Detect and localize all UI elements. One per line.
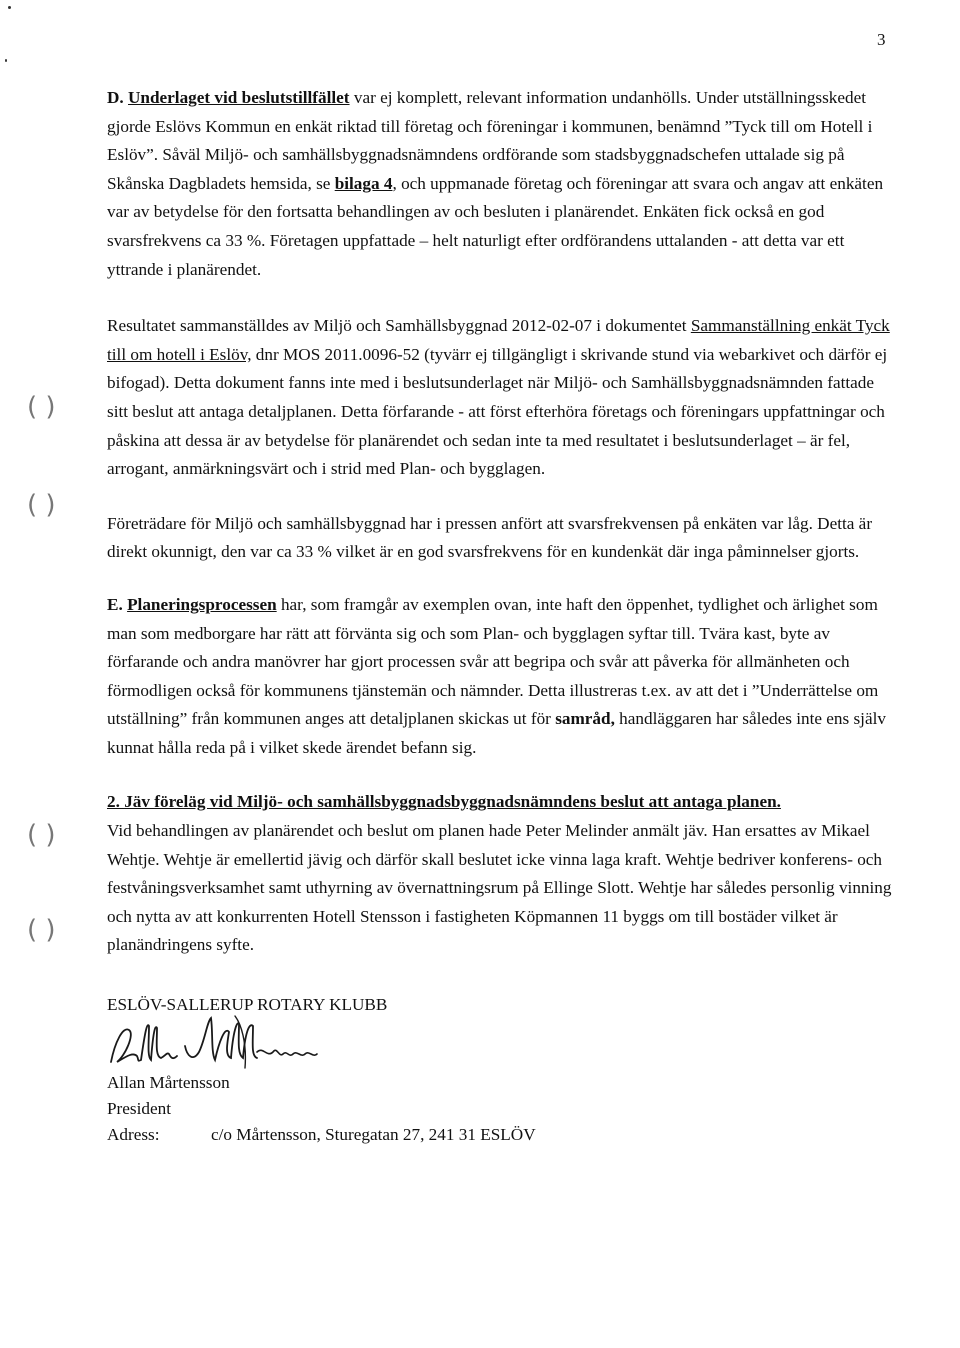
letter-body bbox=[107, 84, 897, 1148]
handwritten-signature bbox=[107, 1012, 337, 1074]
section-d-heading: Underlaget vid beslutstillfället bbox=[128, 88, 350, 107]
resultat-text-continued: dnr MOS 2011.0096-52 (tyvärr ej tillgängligt i skrivande stund via webarkivet och därför ej bifogad). Detta dokument fanns inte med i beslutsunderlaget när Miljö- och Samhällsbyggnadsnämnden fattade sitt beslut att antaga detaljplanen. Detta förfarande - att först efterhöra företags och föreningars uppfattningar och påskina att dessa är av betydelse för planärendet och sedan inte ta med resultatet i beslutsunderlaget – är fel, arrogant, anmärkningsvärt och i strid med Plan- och bygglagen. bbox=[107, 344, 888, 479]
scan-speck bbox=[5, 59, 7, 62]
section-2-text: Vid behandlingen av planärendet och beslut om planen hade Peter Melinder anmält jäv. Han ersattes av Mikael Wehtje. Wehtje är emellertid jävig och därför skall beslutet icke vinna laga kraft. Wehtje bedriver konferens- och festvåningsverksamhet samt uthyrning av övernattningsrum på Ellinge Slott. Wehtje har således personlig vinning och nytta av att konkurrenten Hotell Stensson i fastigheten Köpmannen 11 byggs om till bostäder vilket är planändringens syfte. bbox=[107, 821, 892, 955]
section-2-heading: 2. Jäv föreläg vid Miljö- och samhällsbyggnadsbyggnadsnämndens beslut att antaga planen. bbox=[107, 792, 781, 812]
resultat-text: Resultatet sammanställdes av Miljö och Samhällsbyggnad 2012-02-07 i dokumentet bbox=[107, 316, 691, 336]
hole-punch-mark: ( ) bbox=[27, 490, 56, 520]
hole-punch-mark: ( ) bbox=[27, 820, 56, 850]
section-e-paragraph bbox=[107, 591, 897, 763]
hole-punch-mark: ( ) bbox=[27, 915, 56, 945]
scan-speck bbox=[8, 6, 11, 9]
bilaga-4-reference: bilaga 4 bbox=[334, 173, 393, 193]
document-title: Sammanställning enkät Tyck till om hotell i Eslöv, bbox=[107, 316, 890, 364]
section-e-heading: Planeringsprocessen bbox=[127, 594, 277, 614]
samrad-emphasis: samråd, bbox=[555, 709, 615, 729]
section-d-text-continued: , och uppmanade företag och föreningar att svara och angav att enkäten var av betydelse för den fortsatta behandlingen av och besluten i planärendet. Enkäten fick också en god svarsfrekvens ca 33 %. Företagen uppfattade – helt naturligt efter ordförandens uttalanden - att detta var ett yttrande i planärendet. bbox=[107, 173, 884, 279]
section-d-letter: D. bbox=[107, 88, 124, 107]
page-number: 3 bbox=[877, 30, 886, 49]
foretradare-paragraph: Företrädare för Miljö och samhällsbyggnad har i pressen anfört att svarsfrekvensen på enkäten var låg. Detta är direkt okunnigt, den var ca 33 % vilket är en god svarsfrekvens för en kundenkät där inga påminnelser gjorts. bbox=[107, 513, 873, 562]
section-e-letter: E. bbox=[107, 594, 123, 614]
section-e-text-continued: handläggaren har således inte ens själv kunnat hålla reda på i vilket skede ärendet befann sig. bbox=[107, 709, 886, 757]
section-d-text: var ej komplett, relevant information undanhölls. Under utställningsskedet gjorde Eslövs Kommun en enkät riktad till företag och föreningar i kommunen, benämnd ”Tyck till om Hotell i Eslöv”. Såväl Miljö- och samhällsbyggnadsnämndens ordförande som stadsbyggnadschefen uttalade sig på Skånska Dagbladets hemsida, se bbox=[107, 88, 873, 193]
address-label: Adress: bbox=[107, 1125, 160, 1145]
address-value: c/o Mårtensson, Sturegatan 27, 241 31 ESLÖV bbox=[211, 1125, 536, 1145]
signatory-name: Allan Mårtensson bbox=[107, 1073, 230, 1093]
signatory-title: President bbox=[107, 1099, 171, 1119]
section-e-text: har, som framgår av exemplen ovan, inte haft den öppenhet, tydlighet och ärlighet som man som medborgare har rätt att förvänta sig och som Plan- och bygglagen syftar till. Tvära kast, byte av förfarande och andra manövrer har gjort processen svår att begripa och svår att påverka för allmänheten och förmodligen också för kommunens tjänstemän och nämnder. Detta illustreras t.ex. av att det i ”Underrättelse om utställning” från kommunen anges att detaljplanen skickas ut för bbox=[107, 594, 879, 729]
section-d-paragraph bbox=[107, 84, 897, 284]
signature-block bbox=[107, 992, 897, 1148]
section-2-paragraph bbox=[107, 788, 897, 960]
address-row bbox=[107, 1122, 897, 1148]
resultat-paragraph bbox=[107, 312, 897, 484]
organization-name: ESLÖV-SALLERUP ROTARY KLUBB bbox=[107, 995, 388, 1015]
hole-punch-mark: ( ) bbox=[27, 392, 56, 422]
